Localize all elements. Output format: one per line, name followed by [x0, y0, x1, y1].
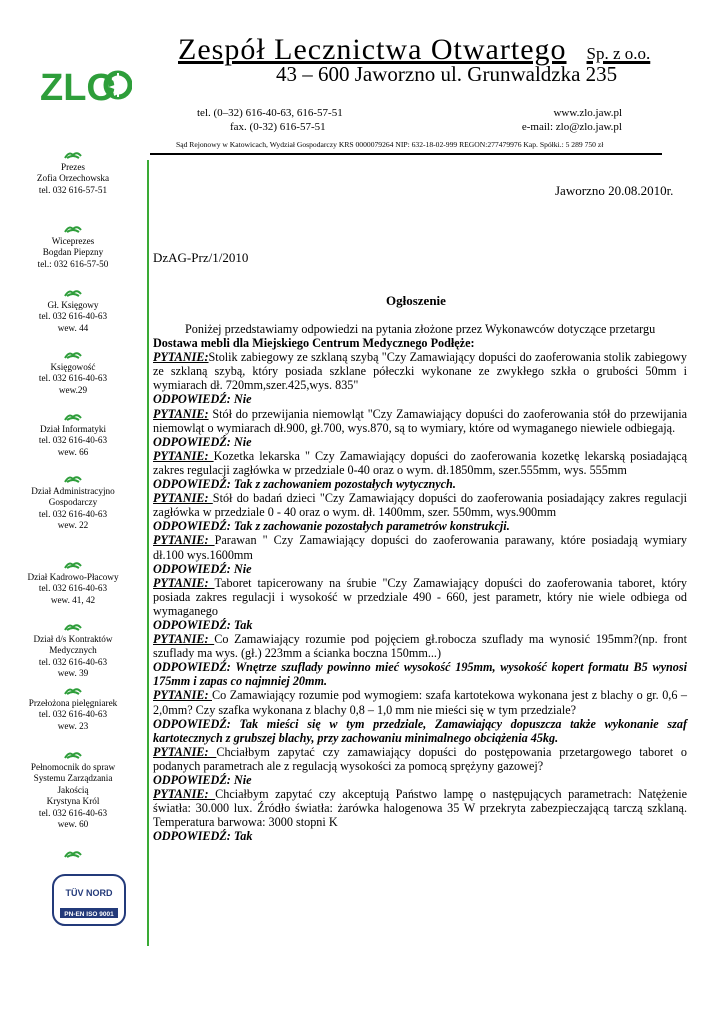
contact-web: [520, 106, 622, 134]
leaf-ornament-icon: [64, 849, 82, 859]
sidebar-entry: [8, 224, 138, 270]
answer: ODPOWIEDŹ: Tak z zachowanie pozostałych parametrów konstrukcji.: [153, 519, 510, 534]
sidebar-entry: [8, 474, 138, 532]
answer: ODPOWIEDŹ: Tak mieści się w tym przedziale, Zamawiający dopuszcza także wykonanie szaf kartotecznych z grubszej blachy, przy zachowaniu minimalnego obciążenia 45kg.: [153, 716, 687, 745]
sidebar-entry: [8, 750, 138, 830]
question-text: Chciałbym zapytać czy akceptują Państwo lampę o następujących parametrach: Natężenie światła: 30.000 lux. Źródło światła: żarówka halogenowa 35 W przekryta zabezpieczającą tarczą szklaną. Temperatura barwowa: 3000 stopni K: [153, 787, 687, 830]
question-label: PYTANIE:: [153, 491, 213, 506]
sidebar-entry: [8, 150, 138, 196]
sidebar-entry: [8, 686, 138, 732]
sidebar-divider: [147, 160, 149, 946]
sidebar-line: Prezes: [61, 162, 85, 172]
question: [153, 491, 687, 519]
leaf-ornament-icon: [64, 224, 82, 234]
document-body: [153, 322, 687, 843]
intro-text: Poniżej przedstawiamy odpowiedzi na pytania złożone przez Wykonawców dotyczące przetargu: [185, 322, 656, 336]
question-label: PYTANIE:: [153, 406, 209, 421]
question-text: Kozetka lekarska " Czy Zamawiający dopuści do zaoferowania kozetkę lekarską posiadającą zakres regulacji zagłówka w przedziale 0-40 oraz o wym. dł.1850mm, szer.555mm, wys. 555mm: [153, 448, 687, 477]
document-reference: DzAG-Prz/1/2010: [153, 250, 249, 265]
question-label: PYTANIE:: [153, 350, 209, 365]
question-text: Co Zamawiający rozumie pod wymogiem: szafa kartotekowa wykonana jest z blachy o gr. 0,6 – 2,0mm? Czy szafka wykonana z blachy 0,8 – 1,0 mm nie mieści się w tym przedziale?: [153, 688, 687, 717]
leaf-ornament-icon: [64, 412, 82, 422]
answer: ODPOWIEDŹ: Tak z zachowaniem pozostałych wytycznych.: [153, 477, 456, 492]
zlo-logo: [40, 64, 132, 106]
intro-tender-name: Dostawa mebli dla Miejskiego Centrum Medycznego Podłęże:: [153, 336, 475, 351]
leaf-ornament-icon: [64, 288, 82, 298]
sidebar-line: wew. 22: [57, 520, 89, 531]
answer: ODPOWIEDŹ: Tak: [153, 617, 253, 632]
sidebar-line: Jakością: [57, 784, 89, 795]
sidebar-entry: [8, 560, 138, 606]
leaf-ornament-icon: [64, 560, 82, 570]
answer: ODPOWIEDŹ: Nie: [153, 773, 252, 787]
email-link[interactable]: e-mail: zlo@zlo.jaw.pl: [521, 121, 622, 133]
question-text: Stół do przewijania niemowląt "Czy Zamawiający dopuści do zaoferowania stół do przewijania niemowląt o wymiarach dł.900, gł.700, wys.870, są to wymiary, które od wymaganego niewiele odbiegają.: [153, 406, 687, 435]
sidebar-entry: [8, 288, 138, 334]
sidebar-line: Dział Informatyki: [39, 424, 107, 434]
answer: ODPOWIEDŹ: Tak: [153, 829, 253, 844]
sidebar-line: tel. 032 616-40-63: [38, 435, 108, 446]
question-label: PYTANIE:: [153, 688, 212, 703]
sidebar-line: Medycznych: [49, 645, 97, 656]
sidebar-end-ornament: [8, 849, 138, 861]
question: [153, 632, 687, 660]
sidebar-line: tel. 032 616-40-63: [38, 709, 108, 720]
sidebar-line: Gł. Księgowy: [47, 300, 99, 310]
sidebar-line: wew. 44: [57, 322, 89, 333]
document-date: Jaworzno 20.08.2010r.: [555, 183, 674, 198]
tuv-norm: PN-EN ISO 9001: [64, 911, 114, 918]
answer: ODPOWIEDŹ: Wnętrze szuflady powinno mieć wysokość 195mm, wysokość kopert formatu B5 wynosi 175mm i zapas co najmniej 20mm.: [153, 660, 687, 689]
sidebar-line: tel. 032 616-40-63: [38, 508, 108, 519]
header-divider: [150, 153, 662, 155]
sidebar-line: Bogdan Piepzny: [42, 247, 104, 258]
leaf-ornament-icon: [64, 622, 82, 632]
question: [153, 787, 687, 829]
sidebar-line: Zofia Orzechowska: [36, 173, 110, 184]
question-text: Co Zamawiający rozumie pod pojęciem gł.robocza szuflady ma wynosić 195mm?(np. front szuflady ma wys. (gł.) 223mm a ścianka boczna 150mm...): [153, 632, 687, 661]
sidebar-line: Księgowość: [50, 362, 96, 372]
company-suffix: Sp. z o.o.: [586, 44, 651, 63]
fax-line: fax. (0-32) 616-57-51: [230, 121, 326, 133]
tel-line: tel. (0–32) 616-40-63, 616-57-51: [197, 107, 343, 119]
answer: ODPOWIEDŹ: Nie: [153, 561, 252, 576]
sidebar-line: wew. 41, 42: [50, 594, 96, 605]
question-label: PYTANIE:: [153, 787, 216, 802]
leaf-ornament-icon: [64, 474, 82, 484]
tuv-certificate-badge: [52, 874, 126, 926]
company-name: Zespół Lecznictwa Otwartego Sp. z o.o.: [178, 33, 651, 66]
question-text: Taboret tapicerowany na śrubie "Czy Zamawiający dopuści do zaoferowania taboret, który posiada zakres regulacji i wysokość w przedziale 490 - 660, jest parametr, który nie wiele odbiega od wymaganego: [153, 575, 687, 618]
question-label: PYTANIE:: [153, 533, 215, 548]
question-label: PYTANIE:: [153, 575, 215, 590]
question: [153, 688, 687, 716]
sidebar-line: Przełożona pielęgniarek: [28, 698, 118, 708]
leaf-ornament-icon: [64, 686, 82, 696]
sidebar-line: Pełnomocnik do spraw: [30, 762, 116, 772]
sidebar-line: Systemu Zarządzania: [33, 773, 113, 784]
sidebar-line: wew. 23: [57, 720, 89, 731]
sidebar-line: Wiceprezes: [51, 236, 95, 246]
question-text: Stolik zabiegowy ze szklaną szybą "Czy Zamawiający dopuści do zaoferowania stolik zabiegowy ze szklaną szybą, który posiada szklane półeczki wykonane ze zwykłego szkła o grubości 50mm i wymiarach dł. 720mm,szer.425,wys. 835": [153, 350, 687, 393]
sidebar-line: wew.29: [58, 384, 88, 395]
sidebar-line: tel.: 032 616-57-50: [37, 258, 109, 269]
answer: ODPOWIEDŹ: Nie: [153, 434, 252, 449]
sidebar-line: tel. 032 616-40-63: [38, 311, 108, 322]
leaf-ornament-icon: [64, 750, 82, 760]
contact-phone: [197, 106, 343, 134]
sidebar-line: tel. 032 616-40-63: [38, 656, 108, 667]
question: [153, 350, 687, 392]
sidebar-entry: [8, 350, 138, 396]
tuv-brand: TÜV NORD: [65, 888, 113, 898]
question-text: Parawan " Czy Zamawiający dopuści do zaoferowania parawany, które posiadają wymiary dł.100 wys.1600mm: [153, 533, 687, 562]
sidebar-line: Dział d/s Kontraktów: [33, 634, 113, 644]
question: [153, 533, 687, 561]
sidebar-entry: [8, 412, 138, 458]
question-label: PYTANIE:: [153, 744, 217, 759]
www-link[interactable]: www.zlo.jaw.pl: [553, 107, 622, 119]
sidebar-line: wew. 39: [57, 668, 89, 679]
document-title: Ogłoszenie: [386, 293, 446, 308]
question-label: PYTANIE:: [153, 448, 214, 463]
sidebar-line: Dział Kadrowo-Płacowy: [27, 572, 119, 582]
sidebar-line: Dział Administracyjno: [31, 486, 115, 496]
question-text: Chciałbym zapytać czy zamawiający dopuści do postępowania przetargowego taboret o podanych parametrach ale z regulacją wysokości za pomocą sprężyny gazowej?: [153, 744, 687, 773]
leaf-ornament-icon: [64, 350, 82, 360]
answer: ODPOWIEDŹ: Nie: [153, 392, 252, 407]
question: [153, 449, 687, 477]
sidebar-line: tel. 032 616-40-63: [38, 807, 108, 818]
leaf-ornament-icon: [64, 150, 82, 160]
question-text: Stół do badań dzieci "Czy Zamawiający dopuści do zaoferowania posiadający zakres regulacji zagłówka w przedziale 0 - 40 oraz o wym. dł. 1400mm, szer. 550mm, wys.900mm: [153, 491, 687, 520]
question-label: PYTANIE:: [153, 632, 215, 647]
company-address: 43 – 600 Jaworzno ul. Grunwaldzka 235: [276, 62, 618, 86]
question: [153, 576, 687, 618]
logo-text: ZLO: [40, 67, 116, 106]
sidebar-line: wew. 66: [57, 446, 89, 457]
sidebar-line: Krystyna Król: [46, 796, 100, 807]
qa-list: [153, 350, 687, 843]
question: [153, 407, 687, 435]
question: [153, 745, 687, 773]
sidebar-line: wew. 60: [57, 819, 89, 830]
sidebar-line: tel. 032 616-40-63: [38, 373, 108, 384]
sidebar-line: tel. 032 616-57-51: [38, 184, 108, 195]
sidebar-entry: [8, 622, 138, 680]
sidebar-line: tel. 032 616-40-63: [38, 583, 108, 594]
sidebar-line: Gospodarczy: [48, 497, 98, 508]
court-registration: Sąd Rejonowy w Katowicach, Wydział Gospodarczy KRS 0000079264 NIP: 632-18-02-999 REGON:277479976 Kap. Spółki.: 5 289 750 zł: [176, 140, 604, 149]
